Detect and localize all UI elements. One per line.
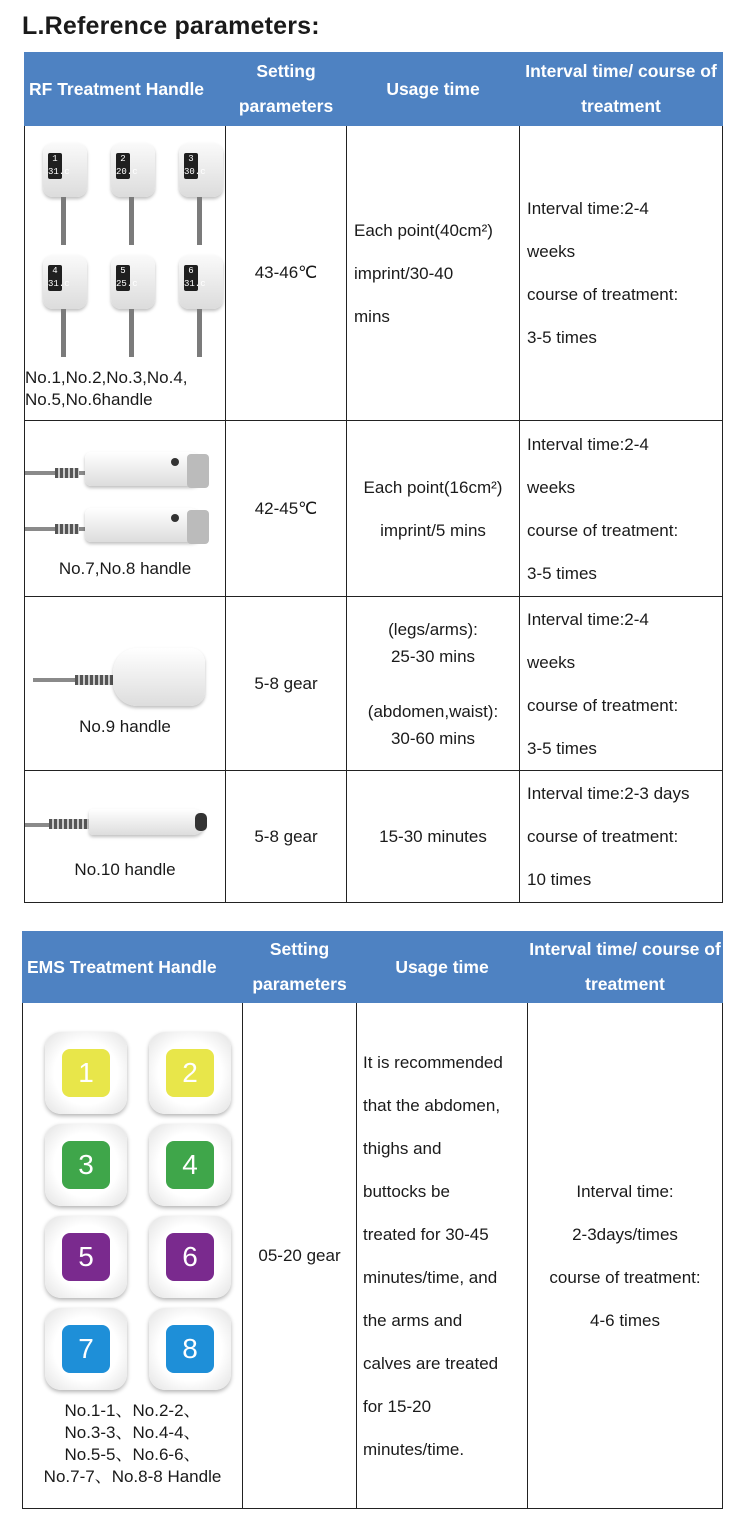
usage-cell [347,126,520,421]
ems-pads-icon [45,1032,242,1390]
handle-label: 6 [188,266,194,276]
rf-handle-10-icon [25,793,225,847]
caption-line: No.5-5、No.6-6、 [64,1444,201,1464]
usage-line: the arms and [363,1310,463,1330]
pad-number: 4 [166,1141,214,1189]
rf-handle-10-cell [25,771,226,903]
rf-handles-1-6-icon [41,143,225,367]
interval-line: weeks [527,242,576,261]
setting-value: 05-20 gear [243,1003,357,1509]
usage-line: mins [354,306,390,326]
rf-row-3 [25,597,723,771]
interval-cell [520,771,723,903]
rf-handles-1-6-cell [25,126,226,421]
interval-line: Interval time:2-3 days [527,784,690,803]
handle-screen: 31.c [184,279,206,289]
handle-device-icon [177,143,225,255]
setting-header: Setting parameters [243,932,357,1003]
handle-caption [23,1400,242,1488]
handle-label: 3 [188,154,194,164]
caption-line: No.7-7、No.8-8 Handle [43,1466,222,1486]
ems-pad-icon [149,1124,231,1206]
handle-screen: 20.c [116,167,138,177]
interval-line: 2-3days/times [572,1224,678,1244]
rf-wand-8-icon [25,494,225,550]
setting-value: 43-46℃ [226,126,347,421]
interval-header: Interval time/ course of treatment [520,53,723,126]
usage-cell [347,597,520,771]
rf-row-2 [25,421,723,597]
interval-line: course of treatment: [527,695,679,715]
ems-pads-cell [23,1003,243,1509]
handle-screen: 25.c [116,279,138,289]
setting-value: 5-8 gear [226,771,347,903]
handle-device-icon [109,143,157,255]
usage-header: Usage time [347,53,520,126]
usage-header: Usage time [357,932,528,1003]
caption-line: No.1-1、No.2-2、 [64,1400,201,1420]
usage-line: It is recommended [363,1052,503,1072]
rf-handle-header: RF Treatment Handle [25,53,226,126]
rf-header-row [25,53,723,126]
caption-line: No.9 handle [79,716,171,736]
setting-header: Setting parameters [226,53,347,126]
usage-line: (abdomen,waist): [367,701,499,721]
usage-line: 15-30 minutes [379,826,487,846]
rf-wand-7-icon [25,438,225,494]
rf-handle-9-cell [25,597,226,771]
interval-cell [528,1003,723,1509]
usage-line: that the abdomen, [363,1095,501,1115]
handle-label: 5 [120,266,126,276]
usage-line: buttocks be [363,1181,450,1201]
ems-row [23,1003,723,1509]
interval-line: Interval time:2-4 [527,434,649,454]
caption-line: No.3-3、No.4-4、 [64,1422,201,1442]
interval-line: 3-5 times [527,738,597,758]
rf-parameters-table [24,52,723,903]
usage-cell [347,771,520,903]
pad-number: 6 [166,1233,214,1281]
rf-wand-cell [25,421,226,597]
rf-row-1 [25,126,723,421]
interval-line: Interval time: [576,1181,674,1201]
usage-line: minutes/time. [363,1439,465,1459]
page-title: L.Reference parameters: [22,12,320,40]
usage-cell [347,421,520,597]
usage-line: Each point(40cm²) [354,220,493,240]
pad-number: 2 [166,1049,214,1097]
ems-pad-icon [45,1216,127,1298]
interval-line: weeks [527,652,576,672]
interval-line: course of treatment: [527,520,679,540]
setting-value: 5-8 gear [226,597,347,771]
interval-line: 3-5 times [527,328,597,347]
ems-pad-icon [45,1124,127,1206]
handle-device-icon [109,255,157,367]
ems-pad-icon [45,1308,127,1390]
usage-line: for 15-20 [363,1396,432,1416]
interval-cell [520,421,723,597]
handle-screen: 31.c [48,279,70,289]
ems-pad-icon [149,1216,231,1298]
interval-line: 4-6 times [590,1310,660,1330]
handle-label: 1 [52,154,58,164]
handle-label: 2 [120,154,126,164]
interval-line: Interval time:2-4 [527,609,649,629]
ems-pad-icon [45,1032,127,1114]
caption-line: No.7,No.8 handle [58,558,192,578]
usage-line: imprint/5 mins [380,520,486,540]
interval-line: weeks [527,477,576,497]
caption-line: No.1,No.2,No.3,No.4, [25,368,188,387]
handle-screen: 30.c [184,167,206,177]
interval-line: 10 times [527,870,592,889]
rf-handle-9-icon [25,630,225,710]
handle-screen: 31.c [48,167,70,177]
interval-cell [520,126,723,421]
setting-value: 42-45℃ [226,421,347,597]
usage-line: 30-60 mins [390,728,476,748]
interval-header: Interval time/ course of treatment [528,932,723,1003]
ems-parameters-table [22,931,723,1509]
usage-line: treated for 30-45 [363,1224,489,1244]
interval-cell [520,597,723,771]
interval-line: Interval time:2-4 [527,199,649,218]
ems-header-row [23,932,723,1003]
usage-line: imprint/30-40 [354,263,454,283]
handle-label: 4 [52,266,58,276]
usage-cell [357,1003,528,1509]
caption-line: No.10 handle [74,859,176,879]
usage-line: 25-30 mins [390,646,476,666]
caption-line: No.5,No.6handle [25,390,153,409]
handle-device-icon [177,255,225,367]
usage-line: calves are treated [363,1353,499,1373]
handle-device-icon [41,143,89,255]
ems-handle-header: EMS Treatment Handle [23,932,243,1003]
handle-device-icon [41,255,89,367]
pad-number: 8 [166,1325,214,1373]
handle-caption [25,367,225,411]
usage-line: Each point(16cm²) [363,477,503,497]
interval-line: course of treatment: [527,285,679,304]
interval-line: course of treatment: [549,1267,701,1287]
interval-line: 3-5 times [527,563,597,583]
pad-number: 7 [62,1325,110,1373]
pad-number: 3 [62,1141,110,1189]
interval-line: course of treatment: [527,827,679,846]
pad-number: 5 [62,1233,110,1281]
ems-pad-icon [149,1032,231,1114]
ems-pad-icon [149,1308,231,1390]
usage-line: thighs and [363,1138,442,1158]
rf-row-4 [25,771,723,903]
usage-line: (legs/arms): [388,619,478,639]
usage-line: minutes/time, and [363,1267,498,1287]
pad-number: 1 [62,1049,110,1097]
